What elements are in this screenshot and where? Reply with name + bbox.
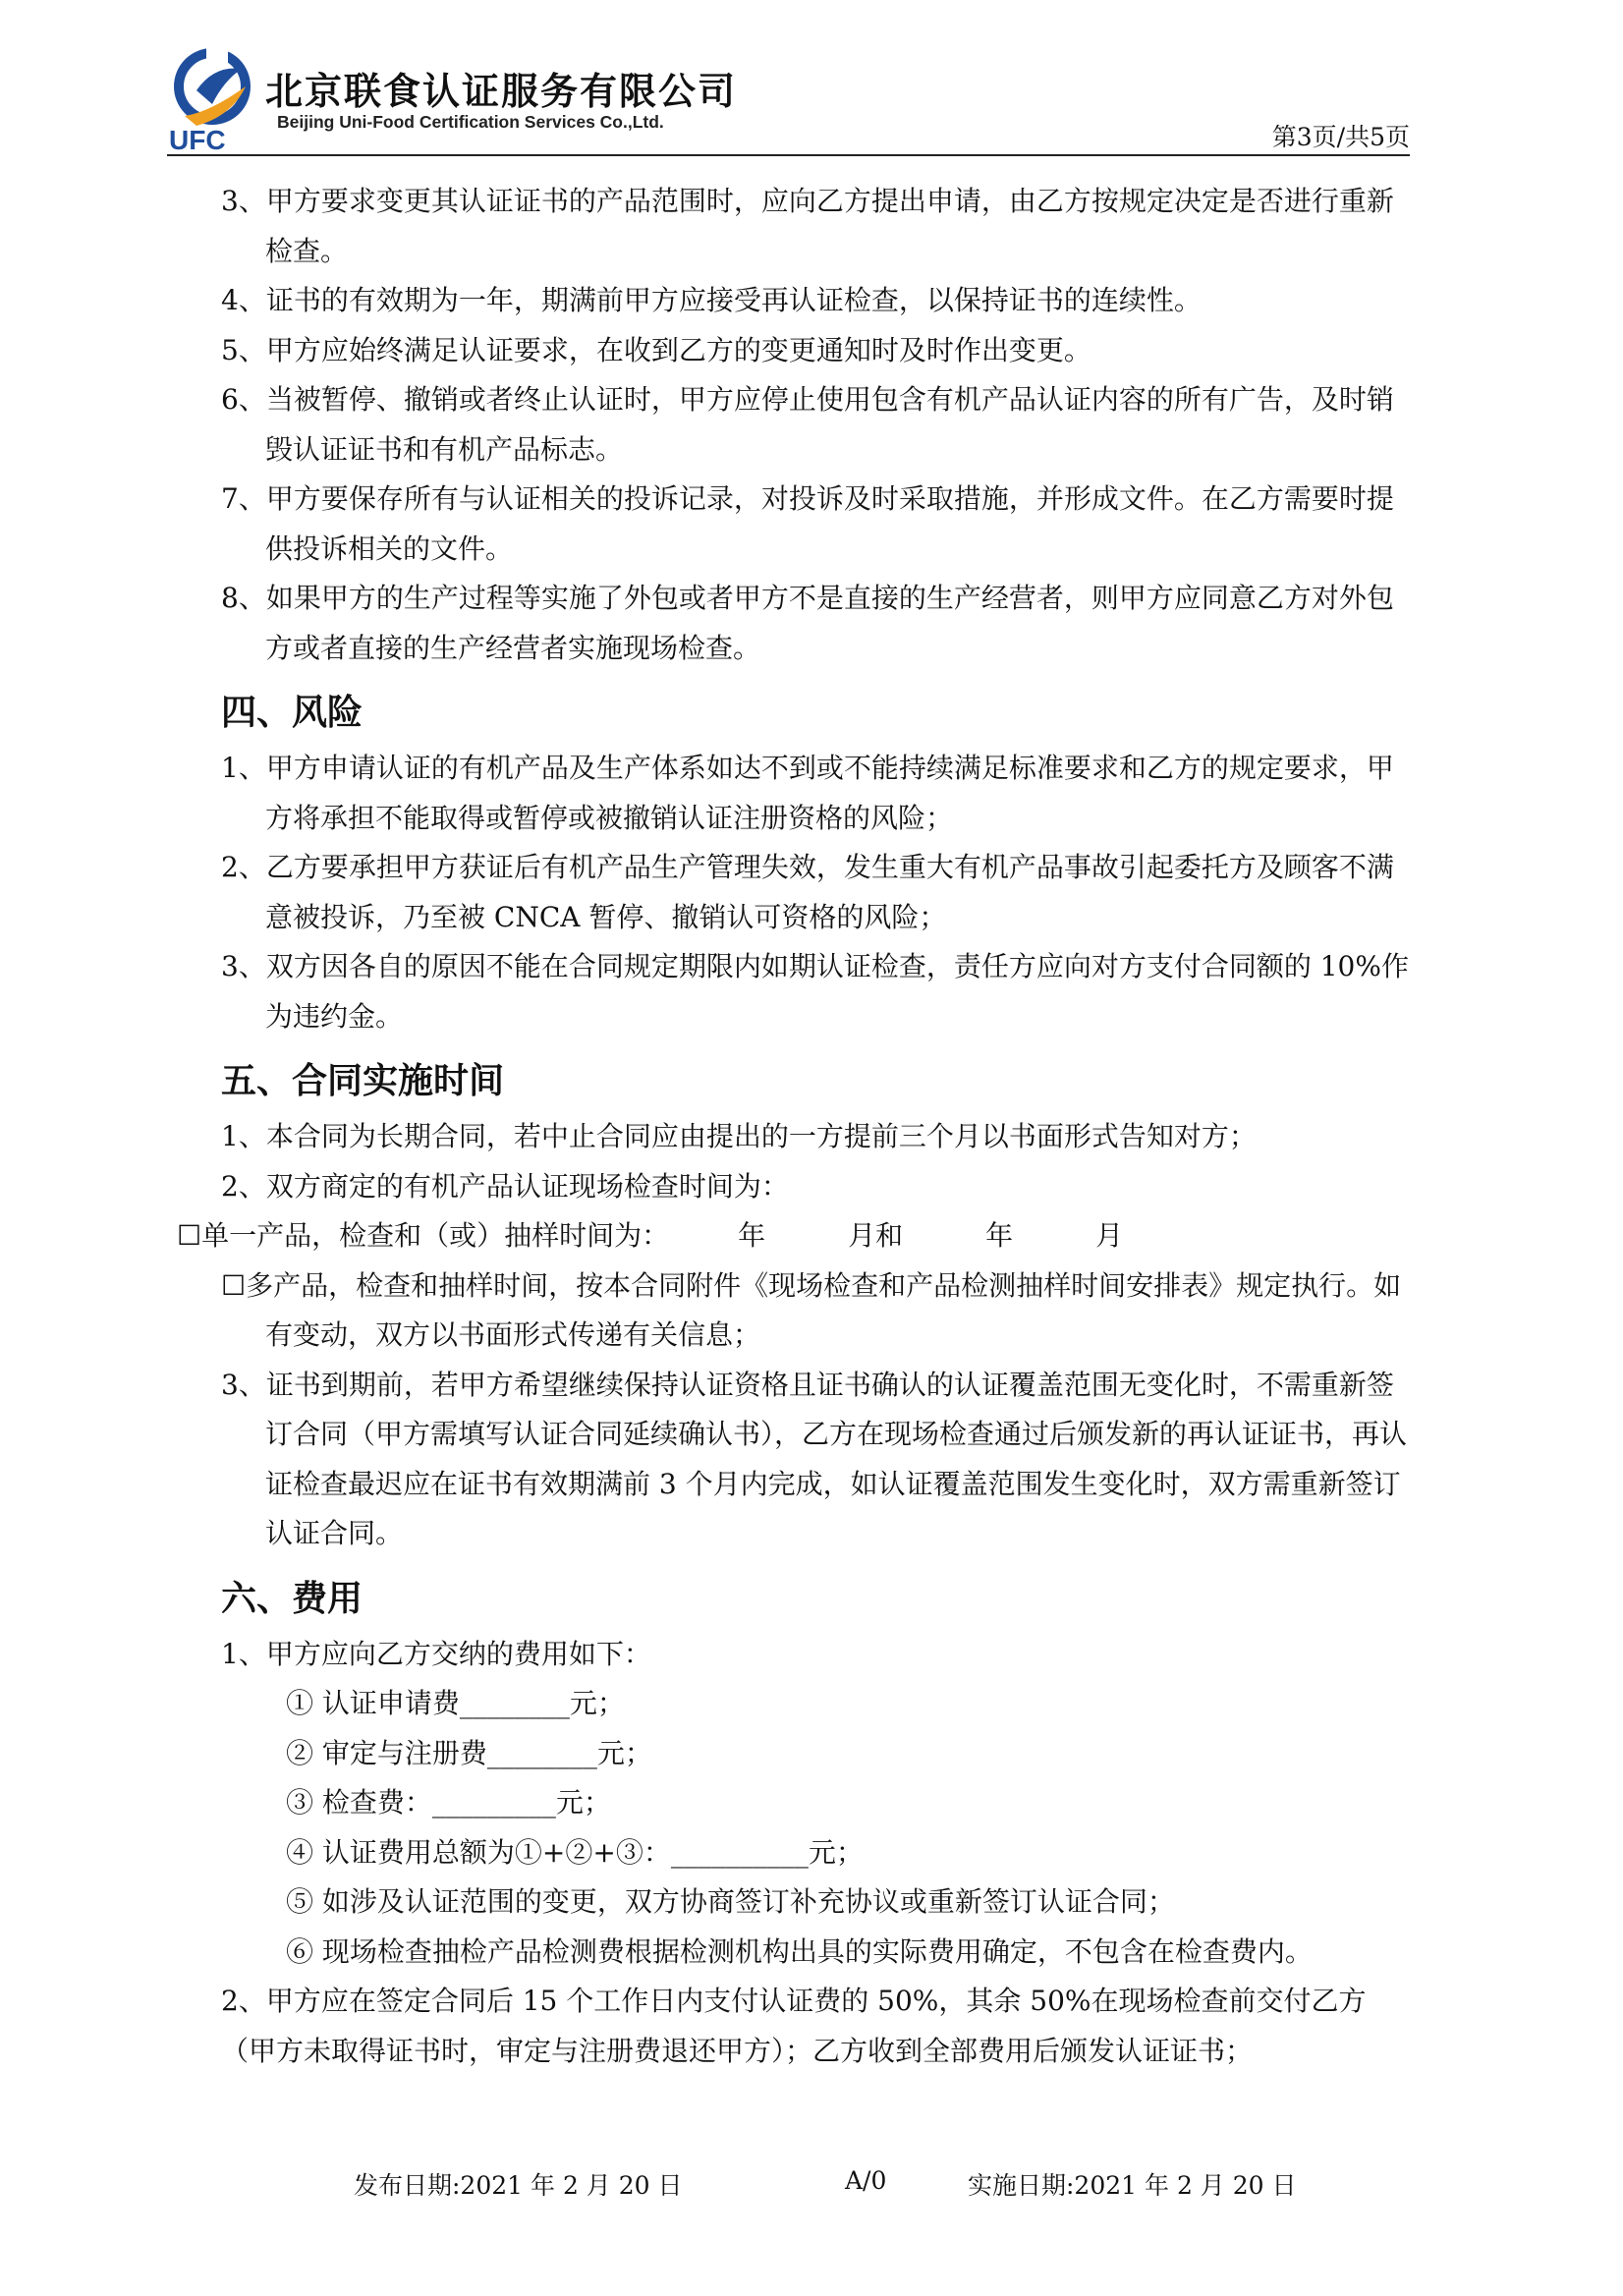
clause-item: 3、甲方要求变更其认证证书的产品范围时，应向乙方提出申请，由乙方按规定决定是否进行重新检查。: [221, 185, 1394, 267]
section-heading-fees: 六、费用: [221, 1577, 364, 1619]
single-product-option: ☐单一产品，检查和（或）抽样时间为： 年 月和 年 月: [177, 1219, 1124, 1252]
schedule-item: 1、本合同为长期合同，若中止合同应由提出的一方提前三个月以书面形式告知对方；: [221, 1120, 1257, 1152]
version-label: A/0: [845, 2166, 887, 2195]
release-date: 发布日期:2021 年 2 月 20 日: [354, 2171, 683, 2200]
page-number: 第3页/共5页: [1271, 123, 1410, 151]
fee-sub-item: ② 审定与注册费________元；: [286, 1736, 652, 1769]
header-divider: [167, 154, 1410, 156]
fee-sub-item: ⑥ 现场检查抽检产品检测费根据检测机构出具的实际费用确定，不包含在检查费内。: [286, 1934, 1313, 1968]
clause-item: 4、证书的有效期为一年，期满前甲方应接受再认证检查，以保持证书的连续性。: [221, 284, 1202, 316]
fee-sub-item: ① 认证申请费________元；: [286, 1687, 625, 1719]
multi-product-option: ☐多产品，检查和抽样时间，按本合同附件《现场检查和产品检测抽样时间安排表》规定执行。如有变动，双方以书面形式传递有关信息；: [221, 1268, 1402, 1351]
risk-item: 2、乙方要承担甲方获证后有机产品生产管理失效，发生重大有机产品事故引起委托方及顾客不满意被投诉，乃至被 CNCA 暂停、撤销认可资格的风险；: [221, 851, 1394, 933]
company-name-cn: 北京联食认证服务有限公司: [265, 70, 738, 113]
logo-text: UFC: [169, 125, 226, 155]
fee-sub-item: ④ 认证费用总额为①+②+③：__________元；: [286, 1835, 864, 1869]
fee-item: 2、甲方应在签定合同后 15 个工作日内支付认证费的 50%，其余 50%在现场检查前交付乙方（甲方未取得证书时，审定与注册费退还甲方）；乙方收到全部费用后颁发认证证书；: [221, 1985, 1367, 2067]
fee-item: 1、甲方应向乙方交纳的费用如下：: [221, 1637, 651, 1670]
ufc-logo: [167, 47, 261, 155]
schedule-item: 3、证书到期前，若甲方希望继续保持认证资格且证书确认的认证覆盖范围无变化时，不需重新签订合同（甲方需填写认证合同延续确认书），乙方在现场检查通过后颁发新的再认证证书，再认证检查最迟应在证书有效期满前 3 个月内完成，如认证覆盖范围发生变化时，双方需重新签订认证合同。: [221, 1368, 1408, 1549]
page-header: [167, 47, 1410, 153]
document-body: [177, 177, 1412, 2076]
fee-sub-item: ⑤ 如涉及认证范围的变更，双方协商签订补充协议或重新签订认证合同；: [286, 1885, 1175, 1918]
effective-date: 实施日期:2021 年 2 月 20 日: [968, 2171, 1297, 2200]
risk-item: 3、双方因各自的原因不能在合同规定期限内如期认证检查，责任方应向对方支付合同额的 10%作为违约金。: [221, 950, 1409, 1033]
clause-item: 5、甲方应始终满足认证要求，在收到乙方的变更通知时及时作出变更。: [221, 333, 1091, 366]
page-footer: [0, 2166, 1623, 2206]
company-name-en: Beijing Uni-Food Certification Services Co.,Ltd.: [277, 112, 664, 132]
section-heading-schedule: 五、合同实施时间: [221, 1060, 505, 1101]
clause-item: 8、如果甲方的生产过程等实施了外包或者甲方不是直接的生产经营者，则甲方应同意乙方对外包方或者直接的生产经营者实施现场检查。: [221, 582, 1394, 664]
clause-item: 6、当被暂停、撤销或者终止认证时，甲方应停止使用包含有机产品认证内容的所有广告，及时销毁认证证书和有机产品标志。: [221, 383, 1394, 466]
risk-item: 1、甲方申请认证的有机产品及生产体系如达不到或不能持续满足标准要求和乙方的规定要求，甲方将承担不能取得或暂停或被撤销认证注册资格的风险；: [221, 752, 1394, 834]
fee-sub-item: ③ 检查费：_________元；: [286, 1786, 611, 1819]
clause-item: 7、甲方要保存所有与认证相关的投诉记录，对投诉及时采取措施，并形成文件。在乙方需要时提供投诉相关的文件。: [221, 482, 1394, 565]
section-heading-risk: 四、风险: [221, 692, 364, 733]
schedule-item: 2、双方商定的有机产品认证现场检查时间为：: [221, 1169, 789, 1203]
